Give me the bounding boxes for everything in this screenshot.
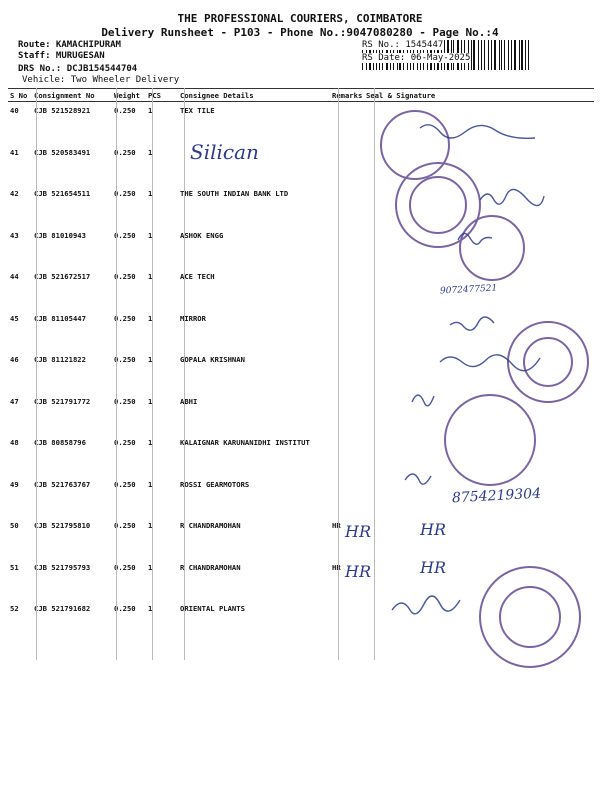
drs-number: DRS No.: DCJB154544704	[18, 64, 138, 74]
cell-sno: 47	[10, 396, 19, 406]
runsheet-title: Delivery Runsheet - P103 - Phone No.:9047080280 - Page No.:4	[101, 26, 499, 39]
cell-consignee: TEX TILE	[180, 106, 215, 115]
seal-stamp-icon	[480, 567, 580, 667]
cell-sno: 50	[10, 521, 19, 530]
cell-consignment: CJB 521528921	[34, 106, 91, 115]
cell-pcs: 1	[148, 272, 153, 281]
cell-consignment: CJB 521791772	[34, 396, 91, 406]
vehicle-label: Vehicle: Two Wheeler Delivery	[22, 75, 180, 85]
cell-sno: 52	[10, 604, 19, 613]
signature-icon	[405, 474, 431, 484]
seal-stamp-icon	[524, 338, 572, 386]
cell-weight: 0.250	[114, 230, 136, 240]
handwritten-signature-51: HR	[420, 558, 446, 577]
col-header-pcs: PCS	[146, 89, 178, 102]
cell-consignment: CJB 521763767	[34, 479, 91, 489]
cell-consignee: R CHANDRAMOHAN	[180, 521, 241, 530]
cell-consignee: ABHI	[180, 396, 198, 406]
handwritten-consignee-silican: Silican	[190, 140, 259, 164]
cell-consignment: CJB 521795810	[34, 521, 91, 530]
cell-consignment: CJB 520583491	[34, 147, 91, 157]
cell-consignee: R CHANDRAMOHAN	[180, 562, 241, 572]
cell-pcs: 1	[148, 521, 153, 530]
cell-pcs: 1	[148, 604, 153, 613]
cell-pcs: 1	[148, 355, 153, 364]
cell-pcs: 1	[148, 438, 153, 447]
cell-pcs: 1	[148, 147, 153, 157]
cell-consignee: THE SOUTH INDIAN BANK LTD	[180, 189, 289, 198]
cell-consignment: CJB 521791682	[34, 604, 91, 613]
company-title: THE PROFESSIONAL COURIERS, COIMBATORE	[177, 12, 423, 25]
cell-sno: 41	[10, 147, 19, 157]
cell-weight: 0.250	[114, 438, 136, 447]
cell-consignment: CJB 80858796	[34, 438, 86, 447]
cell-pcs: 1	[148, 479, 153, 489]
cell-weight: 0.250	[114, 147, 136, 157]
cell-sno: 46	[10, 355, 19, 364]
cell-pcs: 1	[148, 396, 153, 406]
seal-stamp-icon	[460, 216, 524, 280]
cell-consignee: KALAIGNAR KARUNANIDHI INSTITUT	[180, 438, 310, 447]
cell-consignee: MIRROR	[180, 313, 206, 323]
col-header-sno: S No	[8, 89, 32, 102]
col-header-consignment: Consignment No	[32, 89, 112, 102]
handwritten-phone-49: 8754219304	[451, 485, 542, 507]
cell-consignee: ASHOK ENGG	[180, 230, 224, 240]
cell-weight: 0.250	[114, 521, 136, 530]
cell-sno: 45	[10, 313, 19, 323]
cell-weight: 0.250	[114, 189, 136, 198]
cell-consignment: CJB 81105447	[34, 313, 86, 323]
cell-consignment: CJB 521795793	[34, 562, 91, 572]
signature-icon	[480, 189, 544, 205]
cell-sno: 40	[10, 106, 19, 115]
cell-weight: 0.250	[114, 272, 136, 281]
cell-pcs: 1	[148, 189, 153, 198]
cell-weight: 0.250	[114, 604, 136, 613]
cell-weight: 0.250	[114, 562, 136, 572]
signature-icon	[450, 317, 494, 330]
cell-consignee: ACE TECH	[180, 272, 215, 281]
cell-remarks: HR	[332, 562, 341, 572]
staff-label: Staff: MURUGESAN	[18, 51, 105, 61]
col-header-consignee: Consignee Details	[178, 89, 330, 102]
seal-stamp-icon	[500, 587, 560, 647]
cell-consignee: GOPALA KRISHNAN	[180, 355, 245, 364]
cell-consignee: ORIENTAL PLANTS	[180, 604, 245, 613]
signature-icon	[412, 395, 434, 406]
cell-sno: 44	[10, 272, 19, 281]
cell-weight: 0.250	[114, 106, 136, 115]
cell-sno: 48	[10, 438, 19, 447]
cell-weight: 0.250	[114, 479, 136, 489]
handwritten-phone-44: 9072477521	[439, 283, 498, 297]
cell-consignment: CJB 521672517	[34, 272, 91, 281]
cell-consignment: CJB 81010943	[34, 230, 86, 240]
cell-sno: 42	[10, 189, 19, 198]
rs-number: RS No.: 1545447	[362, 40, 444, 50]
handwritten-signature-50: HR	[420, 520, 446, 539]
cell-weight: 0.250	[114, 355, 136, 364]
seal-stamp-icon	[445, 395, 535, 485]
cell-pcs: 1	[148, 562, 153, 572]
signature-icon	[420, 125, 535, 139]
signature-icon	[392, 596, 460, 614]
cell-sno: 51	[10, 562, 19, 572]
cell-consignment: CJB 521654511	[34, 189, 91, 198]
cell-pcs: 1	[148, 106, 153, 115]
cell-pcs: 1	[148, 313, 153, 323]
cell-weight: 0.250	[114, 396, 136, 406]
rs-date: RS Date: 06-May-2025	[362, 53, 471, 63]
cell-sno: 49	[10, 479, 19, 489]
handwritten-remark-50: HR	[345, 522, 371, 541]
handwritten-remark-51: HR	[345, 562, 371, 581]
col-header-remarks: Remarks	[332, 90, 363, 100]
col-header-weight: Weight	[112, 89, 146, 102]
cell-remarks: HR	[332, 521, 341, 530]
seal-stamp-icon	[410, 177, 466, 233]
cell-weight: 0.250	[114, 313, 136, 323]
cell-sno: 43	[10, 230, 19, 240]
col-header-seal: Seal & Signature	[364, 89, 594, 102]
seal-stamp-icon	[508, 322, 588, 402]
route-label: Route: KAMACHIPURAM	[18, 40, 121, 50]
cell-consignment: CJB 81121822	[34, 355, 86, 364]
cell-pcs: 1	[148, 230, 153, 240]
cell-consignee: ROSSI GEARMOTORS	[180, 479, 250, 489]
